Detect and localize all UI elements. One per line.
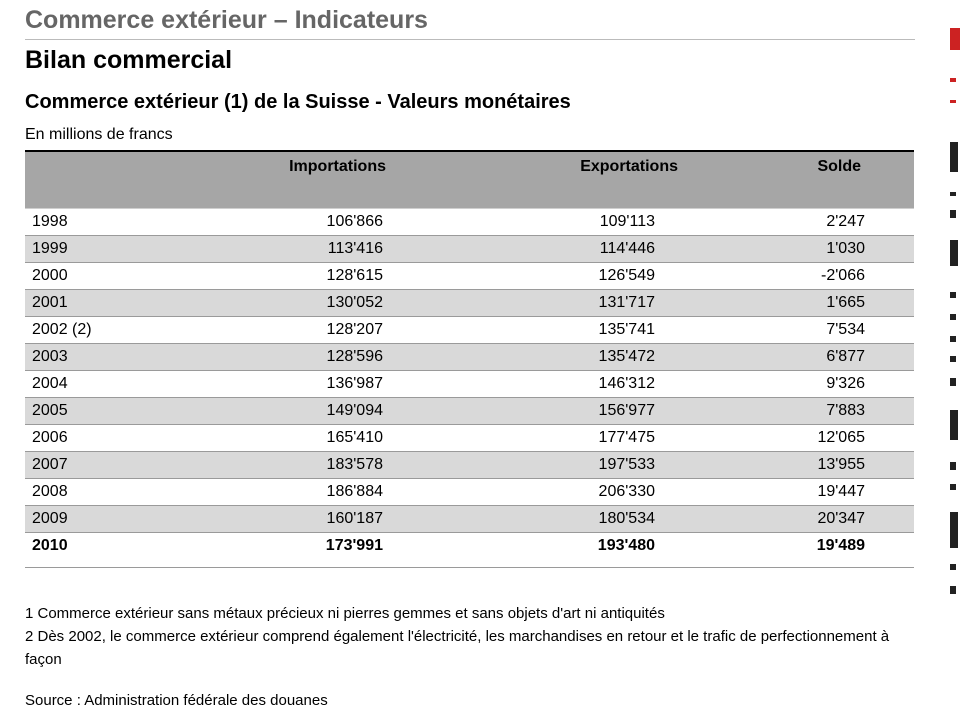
row-year: 1999 [32, 240, 68, 257]
source-note: Source : Administration fédérale des douanes [25, 692, 328, 709]
table-row [25, 532, 914, 559]
page-header: Commerce extérieur – Indicateurs [25, 6, 915, 40]
row-year: 2004 [32, 375, 68, 392]
table-row [25, 397, 914, 424]
row-solde: 7'883 [826, 402, 865, 419]
trade-table [25, 150, 914, 568]
row-exportations: 197'533 [598, 456, 655, 473]
row-importations: 160'187 [326, 510, 383, 527]
row-solde: 20'347 [817, 510, 865, 527]
row-importations: 186'884 [326, 483, 383, 500]
row-importations: 128'596 [326, 348, 383, 365]
table-row [25, 343, 914, 370]
row-year: 2006 [32, 429, 68, 446]
section-title: Bilan commercial [25, 46, 233, 74]
table-body [25, 208, 914, 559]
row-solde: 7'534 [826, 321, 865, 338]
row-exportations: 131'717 [598, 294, 655, 311]
row-importations: 128'615 [326, 267, 383, 284]
row-exportations: 146'312 [598, 375, 655, 392]
row-importations: 183'578 [326, 456, 383, 473]
column-header-exportations: Exportations [580, 158, 678, 175]
column-header-importations: Importations [289, 158, 386, 175]
row-exportations: 135'741 [598, 321, 655, 338]
row-exportations: 156'977 [598, 402, 655, 419]
row-year: 2002 (2) [32, 321, 92, 338]
table-row [25, 370, 914, 397]
table-row [25, 289, 914, 316]
row-solde: 1'030 [826, 240, 865, 257]
table-row [25, 316, 914, 343]
row-exportations: 109'113 [599, 213, 655, 230]
row-year: 2003 [32, 348, 68, 365]
row-importations: 165'410 [326, 429, 383, 446]
footnotes [25, 602, 925, 671]
row-year: 1998 [32, 213, 68, 230]
row-year: 2000 [32, 267, 68, 284]
row-solde: 19'489 [816, 537, 865, 554]
table-title: Commerce extérieur (1) de la Suisse - Valeurs monétaires [25, 91, 571, 113]
row-solde: -2'066 [821, 267, 865, 284]
row-importations: 130'052 [326, 294, 383, 311]
row-importations: 106'866 [326, 213, 383, 230]
column-header-solde: Solde [817, 158, 861, 175]
row-year: 2008 [32, 483, 68, 500]
row-importations: 149'094 [326, 402, 383, 419]
table-row [25, 262, 914, 289]
row-solde: 12'065 [817, 429, 865, 446]
table-row [25, 478, 914, 505]
row-solde: 9'326 [826, 375, 865, 392]
table-row [25, 424, 914, 451]
table-row [25, 451, 914, 478]
table-header [25, 152, 914, 208]
row-importations: 136'987 [326, 375, 383, 392]
row-year: 2007 [32, 456, 68, 473]
row-solde: 13'955 [817, 456, 865, 473]
table-row [25, 505, 914, 532]
row-exportations: 114'446 [599, 240, 655, 257]
row-solde: 19'447 [817, 483, 865, 500]
row-importations: 128'207 [326, 321, 383, 338]
row-year: 2005 [32, 402, 68, 419]
unit-label: En millions de francs [25, 126, 173, 143]
footnote-1: 1 Commerce extérieur sans métaux précieux ni pierres gemmes et sans objets d'art ni antiquités [25, 605, 665, 622]
row-exportations: 193'480 [597, 537, 655, 554]
row-exportations: 135'472 [598, 348, 655, 365]
row-exportations: 180'534 [598, 510, 655, 527]
footnote-2: 2 Dès 2002, le commerce extérieur comprend également l'électricité, les marchandises en retour et le trafic de perfectionnement à façon [25, 628, 890, 668]
table-row [25, 235, 914, 262]
row-solde: 1'665 [826, 294, 865, 311]
row-importations: 173'991 [325, 537, 383, 554]
table-row [25, 208, 914, 235]
row-solde: 6'877 [826, 348, 865, 365]
row-solde: 2'247 [826, 213, 865, 230]
row-year: 2009 [32, 510, 68, 527]
row-year: 2010 [32, 537, 68, 554]
cropped-adjacent-slide-edge [950, 0, 960, 720]
table-bottom-rule [25, 567, 914, 568]
row-exportations: 177'475 [598, 429, 655, 446]
row-importations: 113'416 [327, 240, 383, 257]
row-year: 2001 [32, 294, 68, 311]
row-exportations: 126'549 [598, 267, 655, 284]
row-exportations: 206'330 [598, 483, 655, 500]
